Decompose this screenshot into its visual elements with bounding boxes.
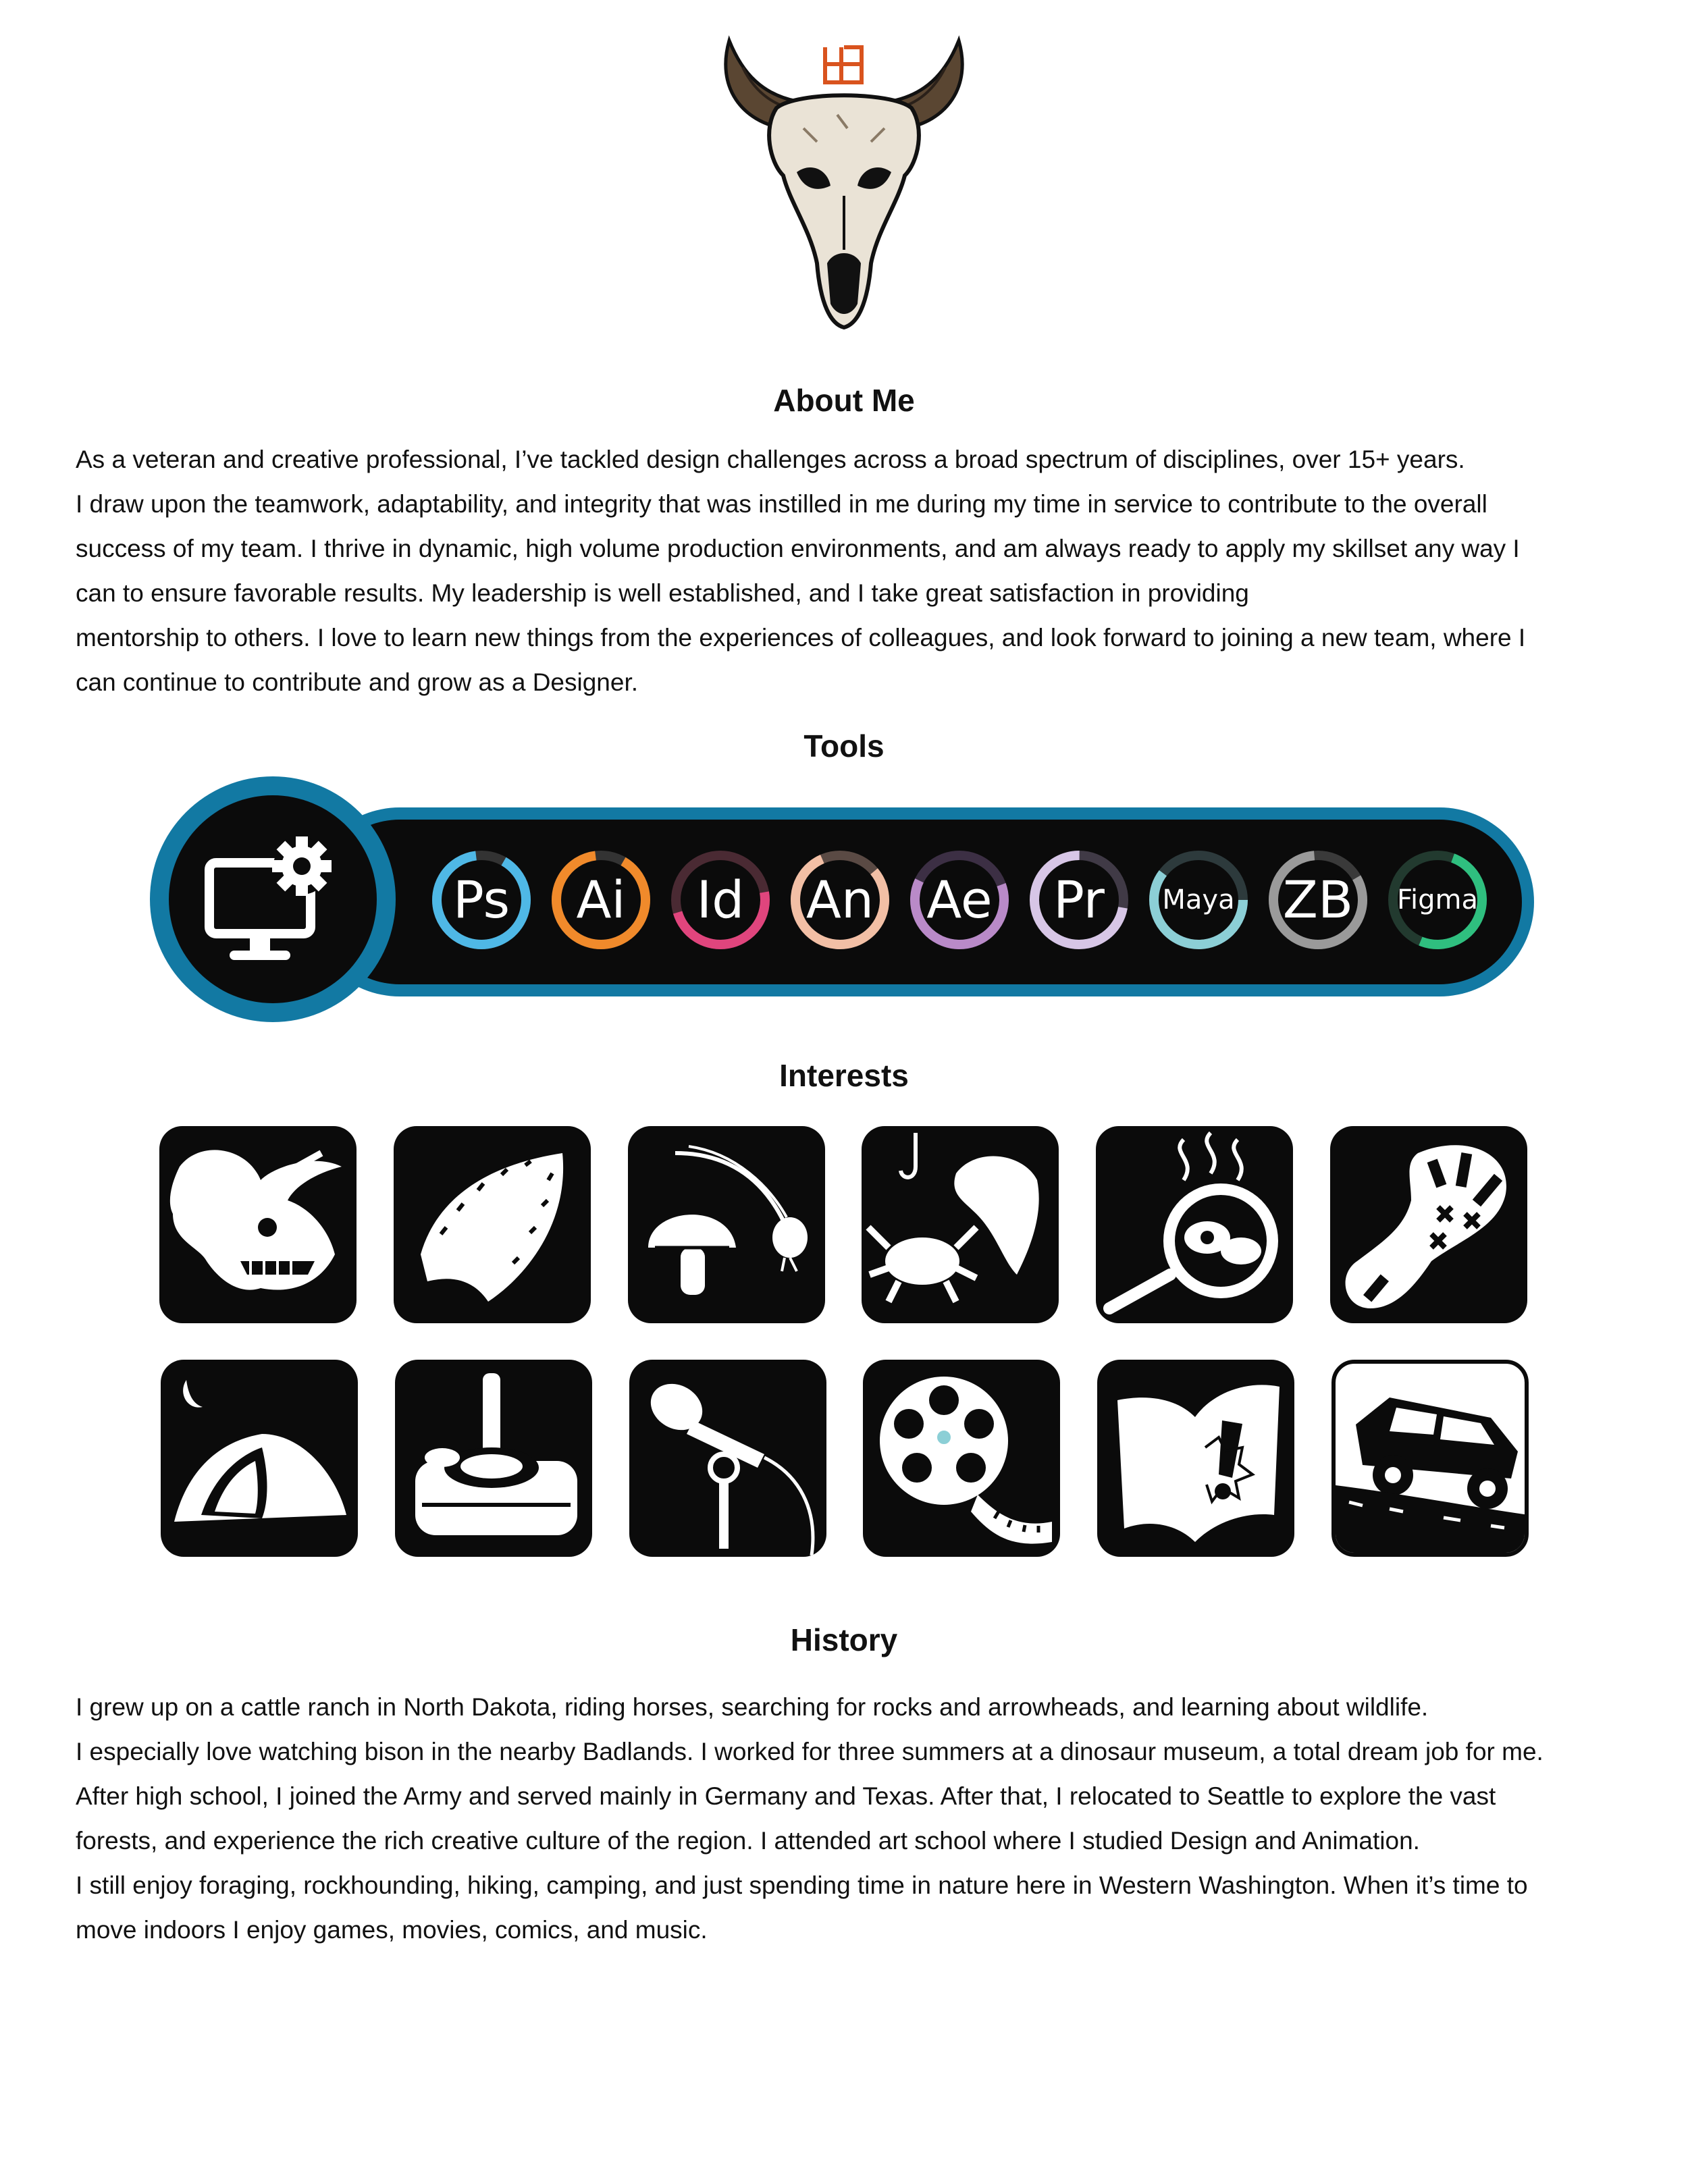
zbrush-label: ZB — [1282, 870, 1354, 930]
computer-gear-icon — [197, 829, 352, 971]
history-line: I especially love watching bison in the nearby Badlands. I worked for three summers at a dinosaur museum, a total dream job for me. — [76, 1738, 1544, 1765]
interests-heading: Interests — [779, 1058, 909, 1093]
zbrush-icon — [1267, 849, 1369, 951]
animate-icon — [789, 849, 891, 951]
about-line: success of my team. I thrive in dynamic, high volume production environments, and am always ready to apply my skillset any way I — [76, 535, 1520, 562]
film-reel-icon — [863, 1360, 1060, 1557]
photoshop-label: Ps — [452, 870, 510, 930]
after-effects-label: Ae — [926, 870, 993, 930]
about-line: can continue to contribute and grow as a Designer. — [76, 668, 639, 696]
hiking-boot-print-icon — [1330, 1126, 1527, 1323]
joystick-icon — [395, 1360, 592, 1557]
premiere-label: Pr — [1053, 870, 1105, 930]
figma-icon — [1387, 849, 1488, 951]
microphone-icon — [629, 1360, 826, 1557]
animate-label: An — [806, 870, 874, 930]
arrowhead-icon — [394, 1126, 591, 1323]
illustrator-label: Ai — [576, 870, 626, 930]
indesign-icon — [670, 849, 771, 951]
figma-label: Figma — [1396, 884, 1479, 915]
about-line: mentorship to others. I love to learn new things from the experiences of colleagues, and look forward to joining a new team, where I — [76, 624, 1526, 651]
illustrator-icon — [550, 849, 652, 951]
fishing-crab-icon — [862, 1126, 1059, 1323]
tools-heading: Tools — [803, 728, 885, 764]
after-effects-icon — [909, 849, 1010, 951]
comic-book-icon — [1097, 1360, 1294, 1557]
frying-pan-icon — [1096, 1126, 1293, 1323]
about-line: I draw upon the teamwork, adaptability, and integrity that was instilled in me during my time in service to contribute to the overall — [76, 490, 1487, 518]
history-line: I grew up on a cattle ranch in North Dakota, riding horses, searching for rocks and arrowheads, and learning about wildlife. — [76, 1693, 1429, 1721]
triceratops-skull-icon — [159, 1126, 357, 1323]
premiere-icon — [1028, 849, 1130, 951]
history-line: forests, and experience the rich creative culture of the region. I attended art school where I studied Design and Animation. — [76, 1827, 1420, 1855]
photoshop-icon — [431, 849, 532, 951]
history-line: After high school, I joined the Army and served mainly in Germany and Texas. After that, I relocated to Seattle to explore the vast — [76, 1782, 1496, 1810]
history-line: move indoors I enjoy games, movies, comics, and music. — [76, 1916, 708, 1944]
history-line: I still enjoy foraging, rockhounding, hiking, camping, and just spending time in nature here in Western Washington. When it’s time to — [76, 1871, 1528, 1899]
maya-label: Maya — [1162, 884, 1235, 915]
indesign-label: Id — [696, 870, 745, 930]
about-paragraph — [76, 437, 1629, 705]
bison-skull-logo — [702, 27, 986, 338]
about-heading: About Me — [773, 383, 915, 418]
tools-bar — [150, 775, 1541, 1025]
history-heading: History — [790, 1622, 898, 1657]
tent-icon — [161, 1360, 358, 1557]
maya-icon — [1148, 849, 1249, 951]
offroad-suv-icon — [1331, 1360, 1529, 1557]
history-paragraph — [76, 1685, 1629, 1952]
about-line: can to ensure favorable results. My leadership is well established, and I take great satisfaction in providing — [76, 579, 1249, 607]
about-line: As a veteran and creative professional, I’ve tackled design challenges across a broad spectrum of disciplines, over 15+ years. — [76, 446, 1465, 473]
mushroom-onion-icon — [628, 1126, 825, 1323]
